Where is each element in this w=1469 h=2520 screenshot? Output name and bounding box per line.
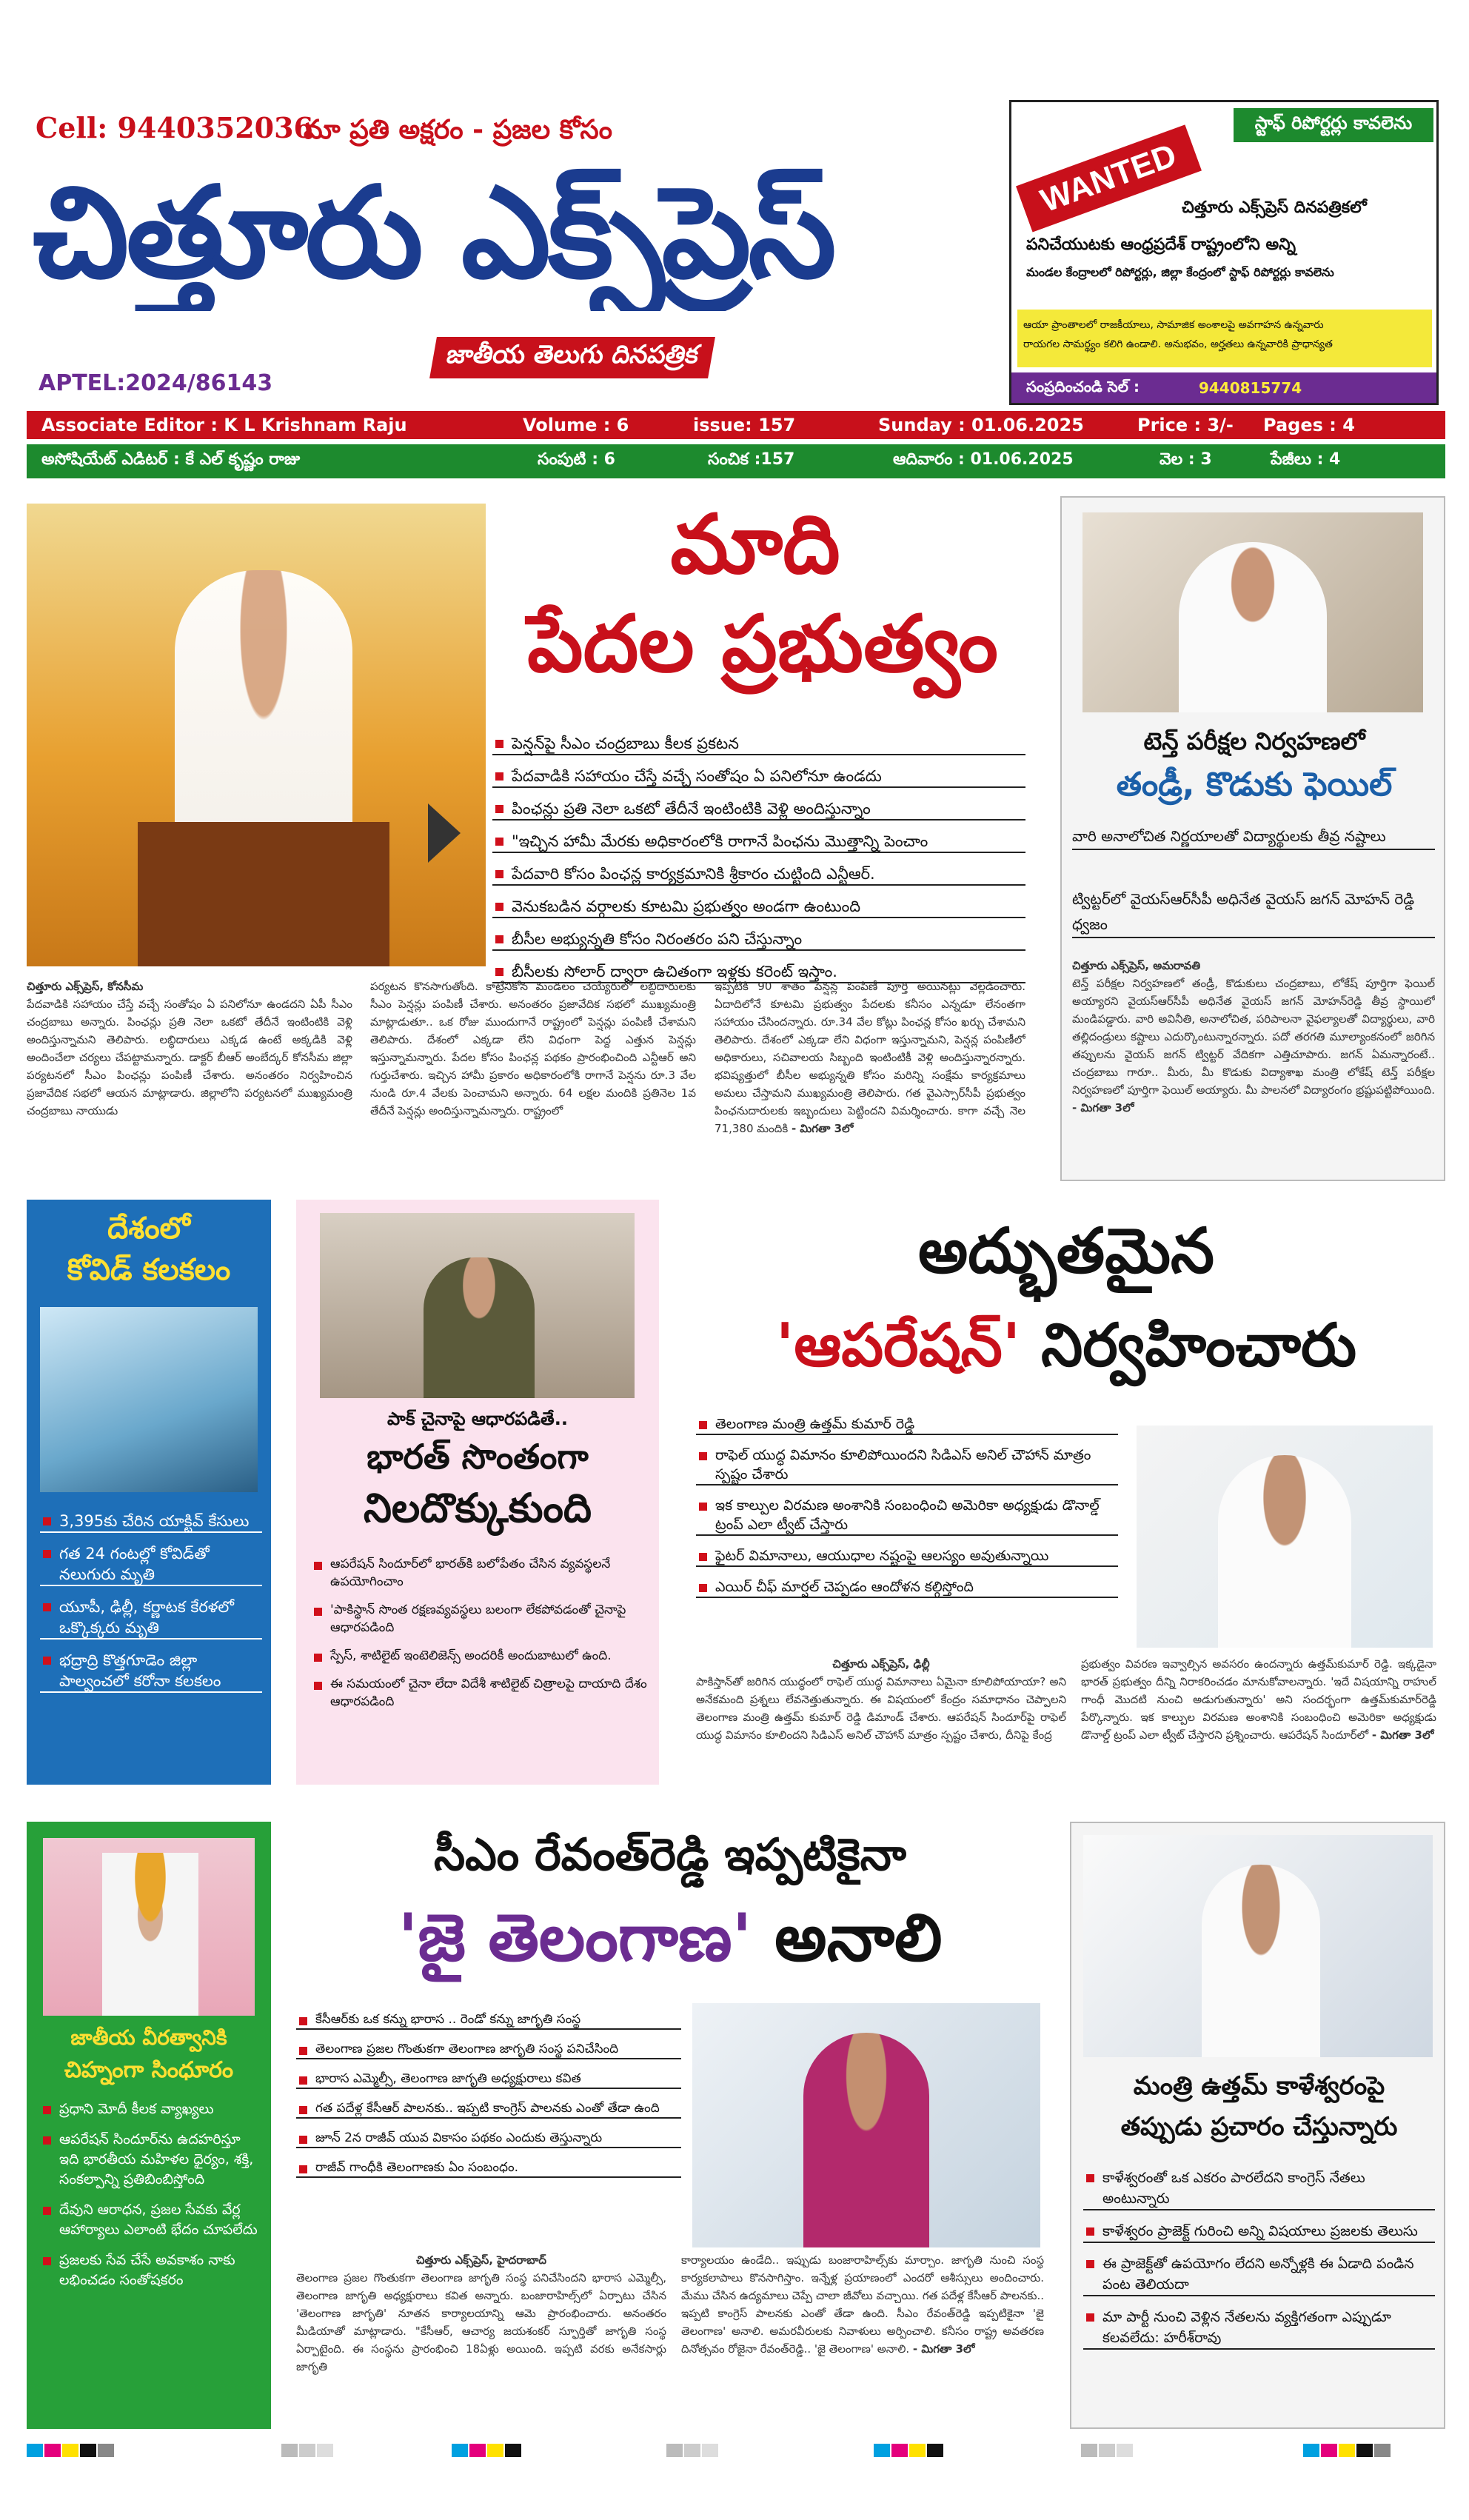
story3-kicker: పాక్ చైనాపై ఆధారపడితే.. bbox=[387, 1408, 568, 1429]
color-bar bbox=[666, 2444, 720, 2460]
ad-line-4: ఆయా ప్రాంతాలలో రాజకీయాలు, సామాజిక అంశాలపై అవగాహన ఉన్నవారు bbox=[1023, 319, 1324, 331]
volume-en: Volume : 6 bbox=[523, 415, 629, 435]
story5-body-1: తెలంగాణ ప్రజల గొంతుకగా తెలంగాణ జాగృతి సంస్థ పనిచేసిందని భారాస ఎమ్మెల్సీ, తెలంగాణ జాగృతి అధ్యక్షురాలు కవిత అన్నారు. బంజారాహిల్స్‌లో ఏర్పాటు చేసిన 'తెలంగాణ జాగృతి' నూతన కార్యాలయాన్ని ఆమె ప్రారంభించారు. అనంతరం మీడియాతో మాట్లాడారు. "కేసీఆర్, ఆచార్య జయశంకర్ స్ఫూర్తితో జాగృతి సంస్థ ఏర్పాటైంది. ఈ సంస్థను ప్రారంభించి 18ఏళ్లు అయింది. ఇప్పటి వరకు అనేకసార్లు జాగృతి bbox=[296, 2271, 666, 2373]
cell-number: Cell: 9440352036 bbox=[36, 111, 313, 144]
story3-box bbox=[296, 1200, 659, 1785]
list-item: ఆపరేషన్ సిందూర్‌లో భారత్‌కి బలోపేతం చేసిన వ్యవస్థలనే ఉపయోగించాం bbox=[311, 1555, 648, 1591]
harish-photo bbox=[1083, 1835, 1433, 2057]
story2-kicker: టెన్త్ పరీక్షల నిర్వహణలో bbox=[1143, 727, 1365, 755]
covid-title-2: కోవిడ్ కలకలం bbox=[67, 1253, 231, 1287]
list-item: ప్రజలకు సేవ చేసే అవకాశం నాకు లభించడం సంతోషకరం bbox=[40, 2250, 262, 2290]
story5-headline-2a: 'జై తెలంగాణ' bbox=[398, 1899, 752, 1976]
story2-body: టెన్త్ పరీక్షల నిర్వహణలో తండ్రీ, కొడుకులు చంద్రబాబు, లోకేష్ పూర్తిగా ఫెయిల్ అయ్యారని వైయస్ఆర్‌సీపీ అధినేత వైయస్ జగన్ మోహన్‌రెడ్డి తీవ్ర స్థాయిలో మండిపడ్డారు. వారి అవినీతి, అనాలోచిత, పరిపాలనా వైఫల్యాలతో విద్యార్థులు, వారి తల్లిదండ్రులు కష్టాలు ఎదుర్కొంటున్నారన్నారు. పదో తరగతి మూల్యాంకనంలో జరిగిన తప్పులను వైయస్ జగన్ ట్విట్టర్ వేదికగా ఎత్తిచూపారు. జగన్ ఏమన్నారంటే.. చంద్రబాబు గారూ.. మీరు, మీ కొడుకు విద్యాశాఖ మంత్రి లోకేష్ టెన్త్ పరీక్షల నిర్వహణలో పూర్తిగా ఫెయిల్ అయ్యారు. మీ పాలనలో విద్యారంగం భ్రష్టుపట్టిపోయింది. bbox=[1072, 977, 1435, 1097]
story4-bullets bbox=[696, 1414, 1118, 1608]
list-item: బీసీల అభ్యున్నతి కోసం నిరంతరం పని చేస్తున్నాం bbox=[492, 929, 1025, 951]
list-item: జూన్ 2న రాజీవ్ యువ వికాసం పథకం ఎందుకు తెస్తున్నారు bbox=[296, 2129, 681, 2148]
story4-body-1: పాకిస్తాన్‌తో జరిగిన యుద్ధంలో రాఫెల్ యుద్ధ విమానాలు ఏమైనా కూలిపోయాయా? అని అనేకమంది ప్రశ్నలు లేవనెత్తుతున్నారు. ఈ విషయంలో కేంద్రం సమాధానం చెప్పాలని తెలంగాణ మంత్రి ఉత్తమ్ కుమార్ రెడ్డి డిమాండ్ చేశారు. ఆపరేషన్ సిందూర్‌పై రాఫెల్ యుద్ధ విమానం కూలిందని సిడిఎస్ అనిల్ చౌహాన్ మాత్రం స్పష్టం చేశారు, దీనిపై కేంద్ర bbox=[696, 1675, 1066, 1742]
ad-contact-phone: 9440815774 bbox=[1198, 379, 1302, 397]
price-te: వెల : 3 bbox=[1160, 450, 1212, 469]
podium bbox=[138, 822, 389, 966]
jagan-photo bbox=[1082, 512, 1423, 712]
covid-title-1: దేశంలో bbox=[107, 1211, 190, 1246]
list-item: స్పేస్, శాటిలైట్ ఇంటెలిజెన్స్ అందరికీ అందుబాటులో ఉంది. bbox=[311, 1647, 648, 1665]
story1-col-1 bbox=[27, 977, 352, 1177]
list-item: పెన్షన్‌పై సీఎం చంద్రబాబు కీలక ప్రకటన bbox=[492, 733, 1025, 755]
story5-headline-1: సీఎం రేవంత్‌రెడ్డి ఇప్పటికైనా bbox=[434, 1829, 906, 1881]
list-item: రాజీవ్ గాంధీకి తెలంగాణకు ఏం సంబంధం. bbox=[296, 2159, 681, 2178]
story1-credit: - మిగతా 3లో bbox=[791, 1122, 854, 1135]
paper-title: చిత్తూరు ఎక్స్‌ప్రెస్ bbox=[33, 160, 834, 307]
story4-byline: చిత్తూరు ఎక్స్‌ప్రెస్, ఢిల్లీ bbox=[832, 1657, 930, 1671]
story5-col-1 bbox=[296, 2251, 666, 2436]
color-bar bbox=[1303, 2444, 1392, 2460]
ad-heading: స్టాఫ్ రిపోర్టర్లు కావలెను bbox=[1234, 108, 1433, 142]
list-item: వెనుకబడిన వర్గాలకు కూటమి ప్రభుత్వం అండగా ఉంటుంది bbox=[492, 896, 1025, 918]
story5-credit: - మిగతా 3లో bbox=[912, 2342, 975, 2356]
arrow-icon bbox=[428, 803, 461, 863]
story4-body-2: ప్రభుత్వం వివరణ ఇవ్వాల్సిన అవసరం ఉందన్నారు ఉత్తమ్‌కుమార్ రెడ్డి. ఇక్కడైనా భారత్ ప్రభుత్వం దీన్ని నిరాకరించడం మానుకోవాలన్నారు. 'ఇదే విషయాన్ని రాహుల్ గాంధీ మొదటి నుంచి అడుగుతున్నారు' అని సందర్భంగా ఉత్తమ్‌కుమార్‌రెడ్డి పేర్కొన్నారు. ఇక కాల్పుల విరమణ అంశానికి సంబంధించి అమెరికా అధ్యక్షుడు డొనాల్డ్ ట్రంప్ ఎలా ట్వీట్ చేస్తారని ప్రశ్నించారు. ఆపరేషన్ సిందూర్‌లో bbox=[1081, 1657, 1436, 1742]
list-item: బీసీలకు సోలార్ ద్వారా ఉచితంగా ఇళ్లకు కరెంట్ ఇస్తాం. bbox=[492, 961, 1025, 983]
story5-headline-2b: అనాలి bbox=[774, 1899, 943, 1976]
issue-en: issue: 157 bbox=[693, 415, 796, 435]
editor-en: Associate Editor : K L Krishnam Raju bbox=[41, 415, 407, 435]
list-item: పింఛన్లు ప్రతి నెలా ఒకటో తేదీనే ఇంటింటికి వెళ్లి అందిస్తున్నాం bbox=[492, 798, 1025, 820]
list-item: పేదవారి కోసం పింఛన్ల కార్యక్రమానికి శ్రీకారం చుట్టింది ఎన్టీఆర్. bbox=[492, 863, 1025, 886]
list-item: భారాస ఎమ్మెల్సీ, తెలంగాణ జాగృతి అధ్యక్షురాలు కవిత bbox=[296, 2070, 681, 2089]
paper-subtitle: జాతీయ తెలుగు దినపత్రిక bbox=[429, 337, 715, 378]
list-item: 3,395కు చేరిన యాక్టివ్ కేసులు bbox=[40, 1511, 262, 1533]
army-chief-photo bbox=[320, 1213, 635, 1398]
story6-headline-1: మంత్రి ఉత్తమ్ కాళేశ్వరంపై bbox=[1133, 2071, 1385, 2101]
story1-headline-2: పేదల ప్రభుత్వం bbox=[527, 598, 998, 689]
story5-headline-2 bbox=[296, 1899, 1044, 1992]
speaker-figure bbox=[1218, 1455, 1351, 1648]
list-item: ఇక కాల్పుల విరమణ అంశానికి సంబంధించి అమెరికా అధ్యక్షుడు డొనాల్డ్ ట్రంప్ ఎలా ట్వీట్ చేస్తారు bbox=[696, 1496, 1118, 1536]
modi-photo bbox=[43, 1838, 255, 2016]
info-bar-te bbox=[27, 444, 1445, 478]
editor-te: అసోషియేట్ ఎడిటర్ : కే ఎల్ కృష్ణం రాజు bbox=[41, 450, 301, 469]
pages-te: పేజీలు : 4 bbox=[1271, 450, 1341, 469]
masthead bbox=[0, 0, 1469, 415]
list-item: ఫైటర్ విమానాలు, ఆయుధాల నష్టంపై ఆలస్యం అవుతున్నాయి bbox=[696, 1546, 1118, 1567]
speaker-figure bbox=[1202, 1865, 1320, 2057]
color-bar bbox=[281, 2444, 335, 2460]
list-item: కాళేశ్వరం ప్రాజెక్ట్ గురించి అన్ని విషయాలు ప్రజలకు తెలుసు bbox=[1083, 2221, 1435, 2243]
speaker-figure bbox=[1179, 542, 1327, 712]
issue-te: సంచిక :157 bbox=[708, 450, 795, 469]
ad-line-5: రాయగల సామర్థ్యం కలిగి ఉండాలి. అనుభవం, అర్హతలు ఉన్నవారికి ప్రాధాన్యత bbox=[1023, 338, 1333, 350]
date-en: Sunday : 01.06.2025 bbox=[878, 415, 1084, 435]
story2-credit: - మిగతా 3లో bbox=[1072, 1101, 1134, 1114]
story1-body-3: ఇప్పటికి 90 శాతం పెన్షన్ల పంపిణీ పూర్తి అయినట్లు వెల్లడించారు. ఏదాదిలోనే కూటమి ప్రభుత్వం పేదలకు కనీసం ఎన్నడూ లేనంతగా సహాయం చేసిందన్నారు. రూ.34 వేల కోట్లు పింఛన్ల కోసం ఖర్చు చేశామని తెలిపారు. దేశంలో ఎక్కడా లేని విధంగా ఇస్తున్నామని, పెన్షన్ల పంపిణీలో అధికారులు, సచివాలయ సిబ్బంది ఇంటింటికీ వెళ్లి అందిస్తున్నారన్నారు. భవిష్యత్తులో బీసీల అభ్యున్నతి కోసం మరిన్ని సంక్షేమ కార్యక్రమాలు అమలు చేస్తామని ముఖ్యమంత్రి తెలిపారు. గత వైఎస్సార్‌సీపీ ప్రభుత్వం పింఛనుదారులకు ఇబ్బందులు పెట్టిందని విమర్శించారు. కాగా వచ్చే నెల 71,380 మందికి bbox=[715, 980, 1025, 1135]
info-bar-en bbox=[27, 411, 1445, 439]
story2-sub-2: ట్విట్టర్‌లో వైయస్ఆర్‌సీపీ అధినేత వైయస్ జగన్ మోహన్ రెడ్డి ధ్వజం bbox=[1072, 886, 1435, 938]
ad-contact-label: సంప్రదించండి సెల్ : bbox=[1026, 377, 1140, 395]
list-item: ఆపరేషన్ సిందూర్‌ను ఉదహరిస్తూ ఇది భారతీయ మహిళల ధైర్యం, శక్తి, సంకల్పాన్ని ప్రతిబింబిస్తోంది bbox=[40, 2130, 262, 2190]
volume-te: సంపుటి : 6 bbox=[538, 450, 615, 469]
list-item: యూపీ, ఢిల్లీ, కర్ణాటక కేరళలో ఒక్కొక్కరు మృతి bbox=[40, 1597, 262, 1640]
list-item: రాఫెల్ యుద్ధ విమానం కూలిపోయిందని సిడిఎస్ అనిల్ చౌహాన్ మాత్రం స్పష్టం చేశారు bbox=[696, 1446, 1118, 1485]
modi-headline-2: చిహ్నంగా సింధూరం bbox=[64, 2057, 234, 2083]
story1-col-2 bbox=[370, 977, 696, 1177]
list-item: భద్రాద్రి కొత్తగూడెం జిల్లా పాల్వంచలో కరోనా కలకలం bbox=[40, 1650, 262, 1693]
story4-col-1 bbox=[696, 1655, 1066, 1788]
story1-bullets bbox=[492, 733, 1025, 994]
modi-bullets bbox=[40, 2099, 262, 2301]
story4-headline-2a: 'ఆపరేషన్' bbox=[775, 1311, 1021, 1380]
covid-box bbox=[27, 1200, 271, 1785]
date-te: ఆదివారం : 01.06.2025 bbox=[893, 450, 1074, 469]
ad-contact bbox=[1011, 372, 1436, 404]
story3-headline-2: నిలదొక్కుకుంది bbox=[364, 1485, 592, 1531]
covid-photo bbox=[40, 1307, 258, 1492]
color-bar bbox=[27, 2444, 116, 2460]
list-item: గత పదేళ్ల కేసీఆర్ పాలనకు.. ఇప్పటి కాంగ్రెస్ పాలనకు ఎంతో తేడా ఉంది bbox=[296, 2099, 681, 2119]
story2-sub-1: వారి అనాలోచిత నిర్ణయాలతో విద్యార్థులకు తీవ్ర నష్టాలు bbox=[1072, 823, 1435, 850]
cm-speech-photo bbox=[27, 504, 486, 966]
list-item: 'పాకిస్థాన్ సొంత రక్షణవ్యవస్థలు బలంగా లేకపోవడంతో చైనాపై ఆధారపడింది bbox=[311, 1601, 648, 1637]
story6-bullets bbox=[1083, 2168, 1435, 2360]
list-item: కేసీఆర్‌కు ఒక కన్ను భారాస .. రెండో కన్ను జాగృతి సంస్థ bbox=[296, 2011, 681, 2030]
story1-byline: చిత్తూరు ఎక్స్‌ప్రెస్, కోనసీమ bbox=[27, 980, 144, 993]
ad-line-2: పనిచేయుటకు ఆంధ్రప్రదేశ్ రాష్ట్రంలోని అన్ని bbox=[1026, 235, 1296, 254]
turban-figure bbox=[102, 1853, 198, 2016]
ad-line-1: చిత్తూరు ఎక్స్‌ప్రెస్ దినపత్రికలో bbox=[1182, 198, 1367, 217]
color-bar bbox=[1081, 2444, 1134, 2460]
price-en: Price : 3/- bbox=[1137, 415, 1234, 435]
story3-bullets bbox=[311, 1555, 648, 1721]
ad-info-box bbox=[1017, 310, 1432, 367]
modi-box bbox=[27, 1822, 271, 2429]
story3-headline-1: భారత్ సొంతంగా bbox=[367, 1437, 589, 1477]
pages-en: Pages : 4 bbox=[1263, 415, 1355, 435]
officer-figure bbox=[424, 1257, 535, 1398]
wanted-ad bbox=[1009, 100, 1439, 405]
story5-byline: చిత్తూరు ఎక్స్‌ప్రెస్, హైదరాబాద్ bbox=[416, 2253, 546, 2267]
kavitha-photo bbox=[692, 2003, 1040, 2247]
story4-credit: - మిగతా 3లో bbox=[1371, 1728, 1434, 1742]
color-bar bbox=[874, 2444, 945, 2460]
speaker-figure bbox=[803, 2033, 929, 2247]
uttam-photo bbox=[1137, 1426, 1433, 1648]
list-item: పేదవాడికి సహాయం చేస్తే వచ్చే సంతోషం ఏ పనిలోనూ ఉండదు bbox=[492, 766, 1025, 788]
list-item: కాళేశ్వరంతో ఒక ఎకరం పారలేదని కాంగ్రెస్ నేతలు అంటున్నారు bbox=[1083, 2168, 1435, 2210]
list-item: తెలంగాణ ప్రజల గొంతుకగా తెలంగాణ జాగృతి సంస్థ పనిచేసింది bbox=[296, 2040, 681, 2059]
story2-byline: చిత్తూరు ఎక్స్‌ప్రెస్, అమరావతి bbox=[1072, 959, 1201, 972]
story4-headline-2b: నిర్వహించారు bbox=[1041, 1311, 1357, 1380]
wanted-banner: WANTED bbox=[1016, 124, 1202, 232]
list-item: తెలంగాణ మంత్రి ఉత్తమ్ కుమార్ రెడ్డి bbox=[696, 1414, 1118, 1435]
tagline: మా ప్రతి అక్షరం - ప్రజల కోసం bbox=[304, 115, 612, 145]
story1-body-1: పేదవాడికి సహాయం చేస్తే వచ్చే సంతోషం ఏ పనిలోనూ ఉండదని ఏపీ సీఎం చంద్రబాబు అన్నారు. పింఛన్లు ప్రతి నెలా ఒకటో తేదీనే ఇంటింటికి వెళ్లి అందిస్తున్నామని తెలిపారు. లబ్ధిదారులు ఎక్కడ ఉంటే అక్కడికి వెళ్లి అందించేలా చర్యలు చేపట్టామన్నారు. డాక్టర్ బీఆర్ అంబేద్కర్ కోనసీమ జిల్లా పర్యటనలో సీఎం పింఛన్లు పంపిణీ చేశారు. అనంతరం నిర్వహించిన ప్రజావేదిక సభలో ఆయన మాట్లాడారు. జిల్లాలోని పర్యటనలో ముఖ్యమంత్రి చంద్రబాబు నాయుడు bbox=[27, 997, 352, 1117]
list-item: మా పార్టీ నుంచి వెళ్లిన నేతలను వ్యక్తిగతంగా ఎప్పుడూ కలవలేదు: హరీశ్‌రావు bbox=[1083, 2307, 1435, 2350]
story2-body-box bbox=[1072, 957, 1435, 1175]
story5-body-2: కార్యాలయం ఉండేది.. ఇప్పుడు బంజారాహిల్స్‌కు మార్చాం. జాగృతి నుంచి సంస్థ కార్యకలాపాలు కొనసాగిస్తాం. ఇన్నేళ్ల ప్రయాణంలో ఎందరో ఆశీస్సులు అందించారు. మేము చేసిన ఉద్యమాలు చెప్పే చాలా జీవోలు వచ్చాయి. గత పదేళ్ల కేసీఆర్ పాలనకు.. ఇప్పటి కాంగ్రెస్ పాలనకు ఎంతో తేడా ఉంది. సీఎం రేవంత్‌రెడ్డి ఇప్పటికైనా 'జై తెలంగాణ' అనాలి. అమరవీరులకు నివాళులు అర్పించాలి. కనీసం రాష్ట్ర అవతరణ దినోత్సవం రోజైనా రేవంత్‌రెడ్డి.. 'జై తెలంగాణ' అనాలి. bbox=[681, 2253, 1044, 2356]
story5-col-2 bbox=[681, 2251, 1044, 2436]
list-item: ప్రధాని మోదీ కీలక వ్యాఖ్యలు bbox=[40, 2099, 262, 2119]
story1-col-3 bbox=[715, 977, 1025, 1177]
list-item: ఈ సమయంలో చైనా లేదా విదేశీ శాటిలైట్ చిత్రాలపై దాయాది దేశం ఆధారపడింది bbox=[311, 1675, 648, 1711]
list-item: గత 24 గంటల్లో కోవిడ్‌తో నలుగురు మృతి bbox=[40, 1543, 262, 1586]
aptel-number: APTEL:2024/86143 bbox=[39, 370, 273, 396]
story4-headline-1: అద్భుతమైన bbox=[918, 1214, 1214, 1287]
covid-bullets bbox=[40, 1511, 262, 1703]
modi-headline-1: జాతీయ వీరత్వానికి bbox=[70, 2025, 227, 2050]
story2-box bbox=[1060, 496, 1445, 1181]
story2-headline: తండ్రీ, కొడుకు ఫెయిల్ bbox=[1116, 766, 1393, 803]
list-item: ఈ ప్రాజెక్ట్‌తో ఉపయోగం లేదని అన్నోళ్లకి ఈ ఏడాది పండిన పంట తెలియదా bbox=[1083, 2253, 1435, 2296]
list-item: "ఇచ్చిన హామీ మేరకు అధికారంలోకి రాగానే పింఛను మొత్తాన్ని పెంచాం bbox=[492, 831, 1025, 853]
story6-box bbox=[1070, 1822, 1445, 2429]
story5-bullets bbox=[296, 2011, 681, 2188]
color-bar bbox=[452, 2444, 523, 2460]
story1-body-2: పర్యటన కొనసాగుతోంది. కాట్రేనికోన మండలం చెయ్యేరులో లబ్ధిదారులకు సీఎం పెన్షన్లు పంపిణీ చేశారు. అనంతరం ప్రజావేదిక సభలో ముఖ్యమంత్రి మాట్లాడుతూ.. ఒక రోజు ముందుగానే రాష్ట్రంలో పెన్షన్లు పంపిణీ చేశామని తెలిపారు. దేశంలో ఎక్కడా లేని విధంగా పెద్ద ఎత్తున పెన్షన్లు ఇస్తున్నామన్నారు. పేదల కోసం పింఛన్ల పథకం ప్రారంభించింది ఎన్టీఆర్ అని గుర్తుచేశారు. ఇచ్చిన హామీ ప్రకారం అధికారంలోకి రాగానే పెన్షను రూ.3 వేల నుండి రూ.4 వేలకు పెంచామని అన్నారు. 64 లక్షల మందికి ప్రతినెల 1వ తేదీనే పెన్షన్లు అందిస్తున్నామన్నారు. రాష్ట్రంలో bbox=[370, 980, 696, 1117]
list-item: దేవుని ఆరాధన, ప్రజల సేవకు వేర్ల ఆహార్యాలు ఎలాంటి భేదం చూపలేదు bbox=[40, 2200, 262, 2240]
ad-line-3: మండల కేంద్రాలలో రిపోర్టర్లు, జిల్లా కేంద్రంలో స్టాఫ్ రిపోర్టర్లు కావలెను bbox=[1026, 265, 1334, 279]
story4-headline-2 bbox=[689, 1311, 1444, 1394]
story4-col-2 bbox=[1081, 1655, 1436, 1788]
story6-headline-2: తప్పుడు ప్రచారం చేస్తున్నారు bbox=[1120, 2112, 1398, 2142]
story1-headline-1: మాది bbox=[670, 497, 840, 592]
list-item: ఎయిర్ చీఫ్ మార్షల్ చెప్పడం ఆందోళన కల్గిస్తోంది bbox=[696, 1577, 1118, 1598]
